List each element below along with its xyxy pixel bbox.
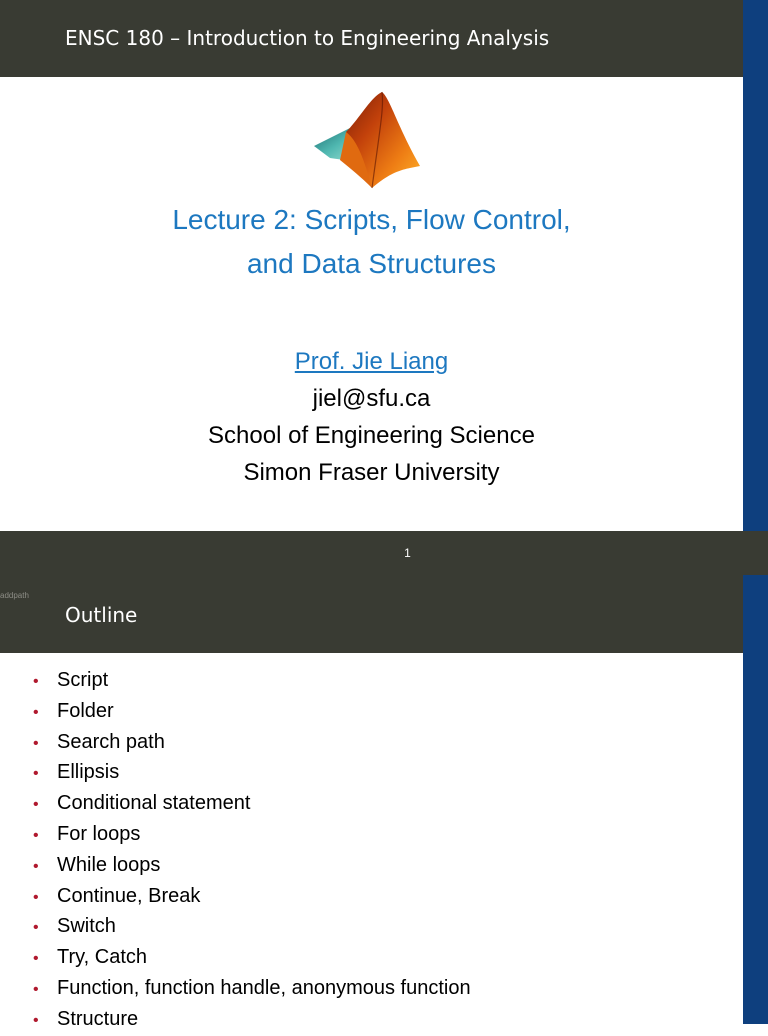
bullet-icon: •	[33, 888, 39, 906]
author-email: jiel@sfu.ca	[312, 385, 431, 412]
bullet-icon: •	[33, 765, 39, 783]
department: School of Engineering Science	[208, 422, 535, 449]
bullet-icon: •	[33, 796, 39, 814]
corner-label: addpath	[0, 591, 29, 600]
slide2-header	[0, 575, 743, 653]
list-item: • Function, function handle, anonymous function	[33, 973, 471, 1004]
list-item: • Folder	[33, 696, 471, 727]
page-number: 1	[404, 546, 411, 560]
matlab-logo-icon	[310, 88, 426, 194]
list-item: • While loops	[33, 850, 471, 881]
lecture-title-line1: Lecture 2: Scripts, Flow Control,	[172, 204, 571, 235]
bullet-icon: •	[33, 950, 39, 968]
bullet-icon: •	[33, 980, 39, 998]
bullet-icon: •	[33, 857, 39, 875]
bullet-icon: •	[33, 703, 39, 721]
list-item: • Script	[33, 665, 471, 696]
author-block	[0, 343, 743, 491]
outline-list	[33, 665, 471, 1035]
university: Simon Fraser University	[243, 459, 500, 486]
slide1-header	[0, 0, 743, 77]
lecture-title-line2: and Data Structures	[246, 248, 497, 279]
bullet-icon: •	[33, 734, 39, 752]
bullet-icon: •	[33, 826, 39, 844]
bullet-icon: •	[33, 919, 39, 937]
list-item: • Search path	[33, 727, 471, 758]
author-name-link[interactable]: Prof. Jie Liang	[294, 348, 449, 375]
lecture-title	[0, 198, 743, 286]
outline-title: Outline	[65, 603, 138, 627]
list-item: • For loops	[33, 819, 471, 850]
course-title: ENSC 180 – Introduction to Engineering Analysis	[65, 26, 550, 50]
bullet-icon: •	[33, 673, 39, 690]
list-item: • Try, Catch	[33, 942, 471, 973]
list-item: • Structure	[33, 1004, 471, 1035]
list-item: • Ellipsis	[33, 757, 471, 788]
right-side-stripe	[743, 0, 768, 1024]
bullet-icon: •	[33, 1011, 39, 1029]
list-item: • Conditional statement	[33, 788, 471, 819]
slide-separator	[0, 531, 768, 575]
list-item: • Continue, Break	[33, 881, 471, 912]
list-item: • Switch	[33, 911, 471, 942]
